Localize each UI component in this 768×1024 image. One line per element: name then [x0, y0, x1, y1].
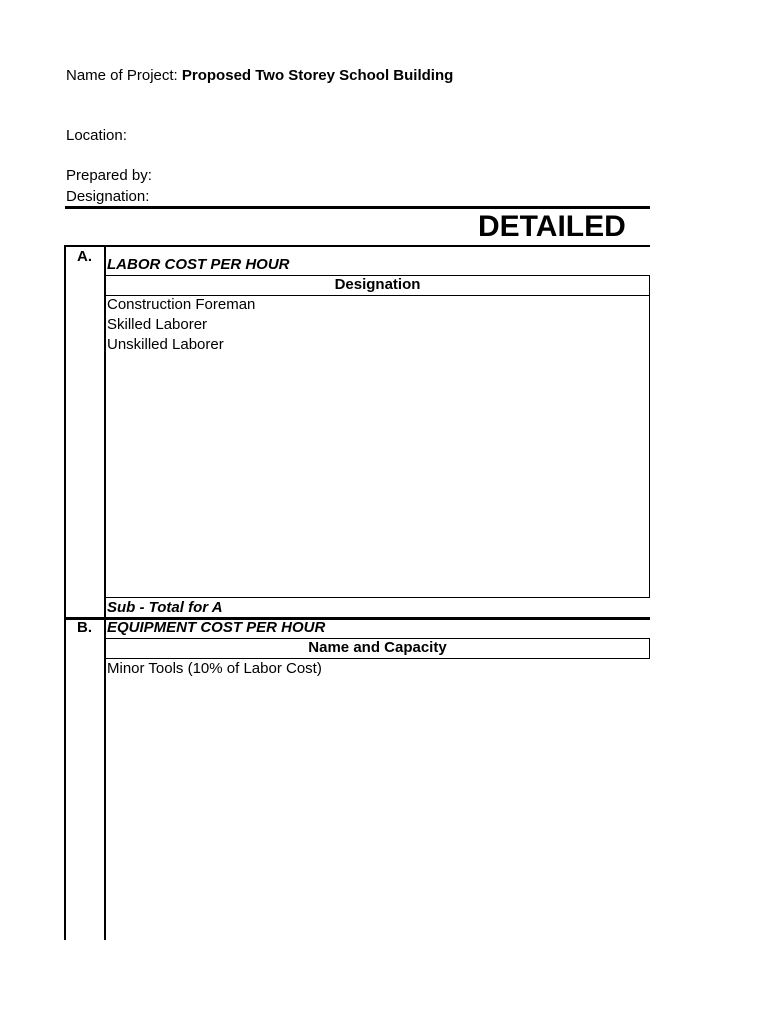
prepared-by-label: Prepared by:: [66, 167, 152, 184]
section-a-column-header: Designation: [334, 276, 421, 293]
project-label: Name of Project:: [66, 67, 178, 84]
table-left-border: [64, 245, 66, 940]
project-name: Proposed Two Storey School Building: [181, 67, 454, 84]
location-label: Location:: [66, 127, 127, 144]
page-title: DETAILED: [478, 210, 626, 243]
list-item: Construction Foreman: [107, 296, 256, 313]
project-line: [66, 67, 453, 85]
section-b-column-header: Name and Capacity: [308, 639, 447, 656]
list-item: Minor Tools (10% of Labor Cost): [107, 660, 322, 677]
table-top-border: [65, 245, 650, 247]
list-item: Unskilled Laborer: [107, 336, 224, 353]
section-a-subtotal: Sub - Total for A: [107, 599, 223, 616]
list-item: Skilled Laborer: [107, 316, 208, 333]
section-a-heading: LABOR COST PER HOUR: [107, 256, 290, 273]
section-a-letter: A.: [77, 248, 92, 265]
section-b-heading: EQUIPMENT COST PER HOUR: [107, 619, 326, 636]
designation-label: Designation:: [66, 188, 150, 205]
section-b-letter: B.: [77, 619, 92, 636]
header-divider: [65, 206, 650, 209]
